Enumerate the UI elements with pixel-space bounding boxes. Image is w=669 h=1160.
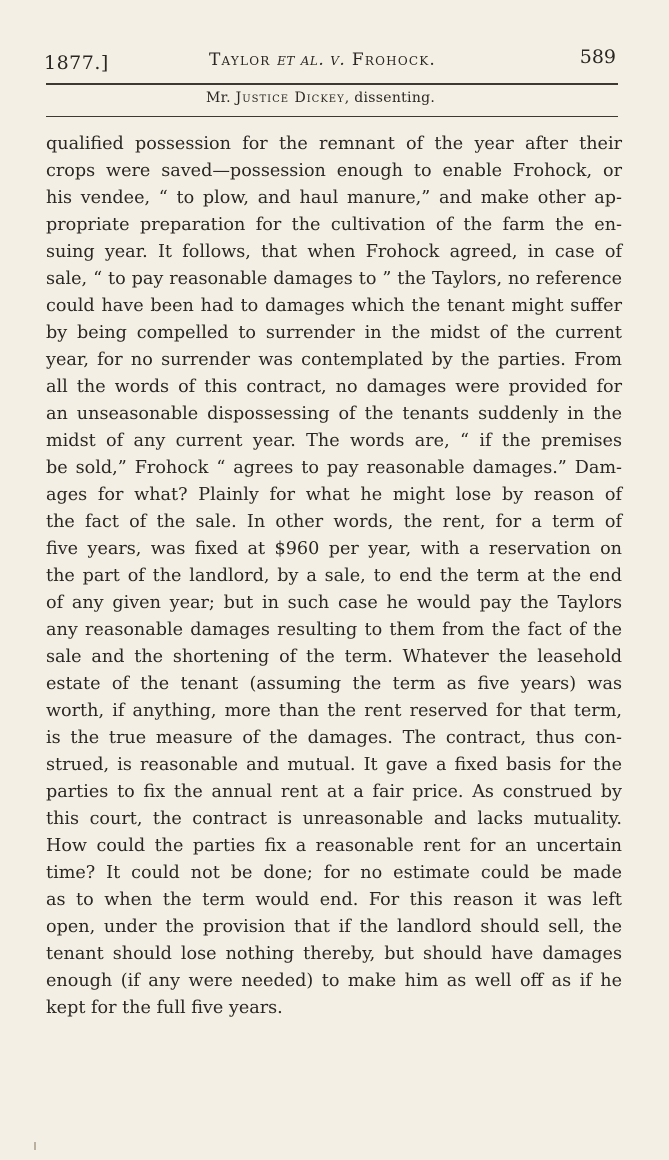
text-line: of any given year; but in such case he would pay the Taylors [46, 593, 622, 613]
text-line: any reasonable damages resulting to them from the fact of the [46, 620, 622, 640]
text-line: sale, “ to pay reasonable damages to ” the Taylors, no reference [46, 269, 622, 289]
text-line: year, for no surrender was contemplated by the parties. From [46, 350, 622, 370]
text-line-last: kept for the full five years. [46, 998, 283, 1018]
running-head-year: 1877.] [44, 52, 109, 74]
subheading-justice-name: Justice Dickey [235, 90, 345, 106]
text-line: an unseasonable dispossessing of the tenants suddenly in the [46, 404, 622, 424]
text-line: enough (if any were needed) to make him as well off as if he [46, 971, 622, 991]
case-title-connector: et al. v. [277, 50, 346, 70]
subheading-suffix: , dissenting. [344, 90, 436, 106]
text-line: sale and the shortening of the term. Whatever the leasehold [46, 647, 622, 667]
text-line: tenant should lose nothing thereby, but should have damages [46, 944, 622, 964]
text-line: as to when the term would end. For this reason it was left [46, 890, 622, 910]
text-line: this court, the contract is unreasonable and lacks mutuality. [46, 809, 622, 829]
text-line: crops were saved—possession enough to enable Frohock, or [46, 161, 622, 181]
opinion-body [46, 131, 622, 1022]
text-line: strued, is reasonable and mutual. It gave a fixed basis for the [46, 755, 622, 775]
text-line: five years, was fixed at $960 per year, with a reservation on [46, 539, 622, 559]
text-line: midst of any current year. The words are, “ if the premises [46, 431, 622, 451]
text-line: How could the parties fix a reasonable rent for an uncertain [46, 836, 622, 856]
opinion-subheading [206, 90, 435, 106]
text-line: by being compelled to surrender in the midst of the current [46, 323, 622, 343]
paper-speck [34, 1142, 36, 1150]
text-line: the part of the landlord, by a sale, to end the term at the end [46, 566, 622, 586]
case-title-party-2: Frohock. [351, 50, 437, 70]
case-title-party-1: Taylor [209, 50, 271, 70]
text-line: ages for what? Plainly for what he might lose by reason of [46, 485, 622, 505]
text-line: estate of the tenant (assuming the term as five years) was [46, 674, 622, 694]
text-line: time? It could not be done; for no estimate could be made [46, 863, 622, 883]
text-line: the fact of the sale. In other words, the rent, for a term of [46, 512, 622, 532]
text-line: open, under the provision that if the landlord should sell, the [46, 917, 622, 937]
page-number: 589 [579, 46, 616, 68]
running-head [44, 46, 620, 76]
header-rule-bottom [46, 116, 618, 117]
text-line: suing year. It follows, that when Frohock agreed, in case of [46, 242, 622, 262]
header-rule-top [46, 83, 618, 85]
running-head-case-title [209, 50, 436, 70]
text-line: all the words of this contract, no damages were provided for [46, 377, 622, 397]
text-line: be sold,” Frohock “ agrees to pay reasonable damages.” Dam- [46, 458, 622, 478]
text-line: qualified possession for the remnant of the year after their [46, 134, 622, 154]
subheading-prefix: Mr. [206, 90, 236, 106]
text-line: propriate preparation for the cultivation of the farm the en- [46, 215, 622, 235]
text-line: worth, if anything, more than the rent reserved for that term, [46, 701, 622, 721]
text-line: parties to fix the annual rent at a fair price. As construed by [46, 782, 622, 802]
text-line: his vendee, “ to plow, and haul manure,” and make other ap- [46, 188, 622, 208]
text-line: could have been had to damages which the tenant might suffer [46, 296, 622, 316]
text-line: is the true measure of the damages. The contract, thus con- [46, 728, 622, 748]
